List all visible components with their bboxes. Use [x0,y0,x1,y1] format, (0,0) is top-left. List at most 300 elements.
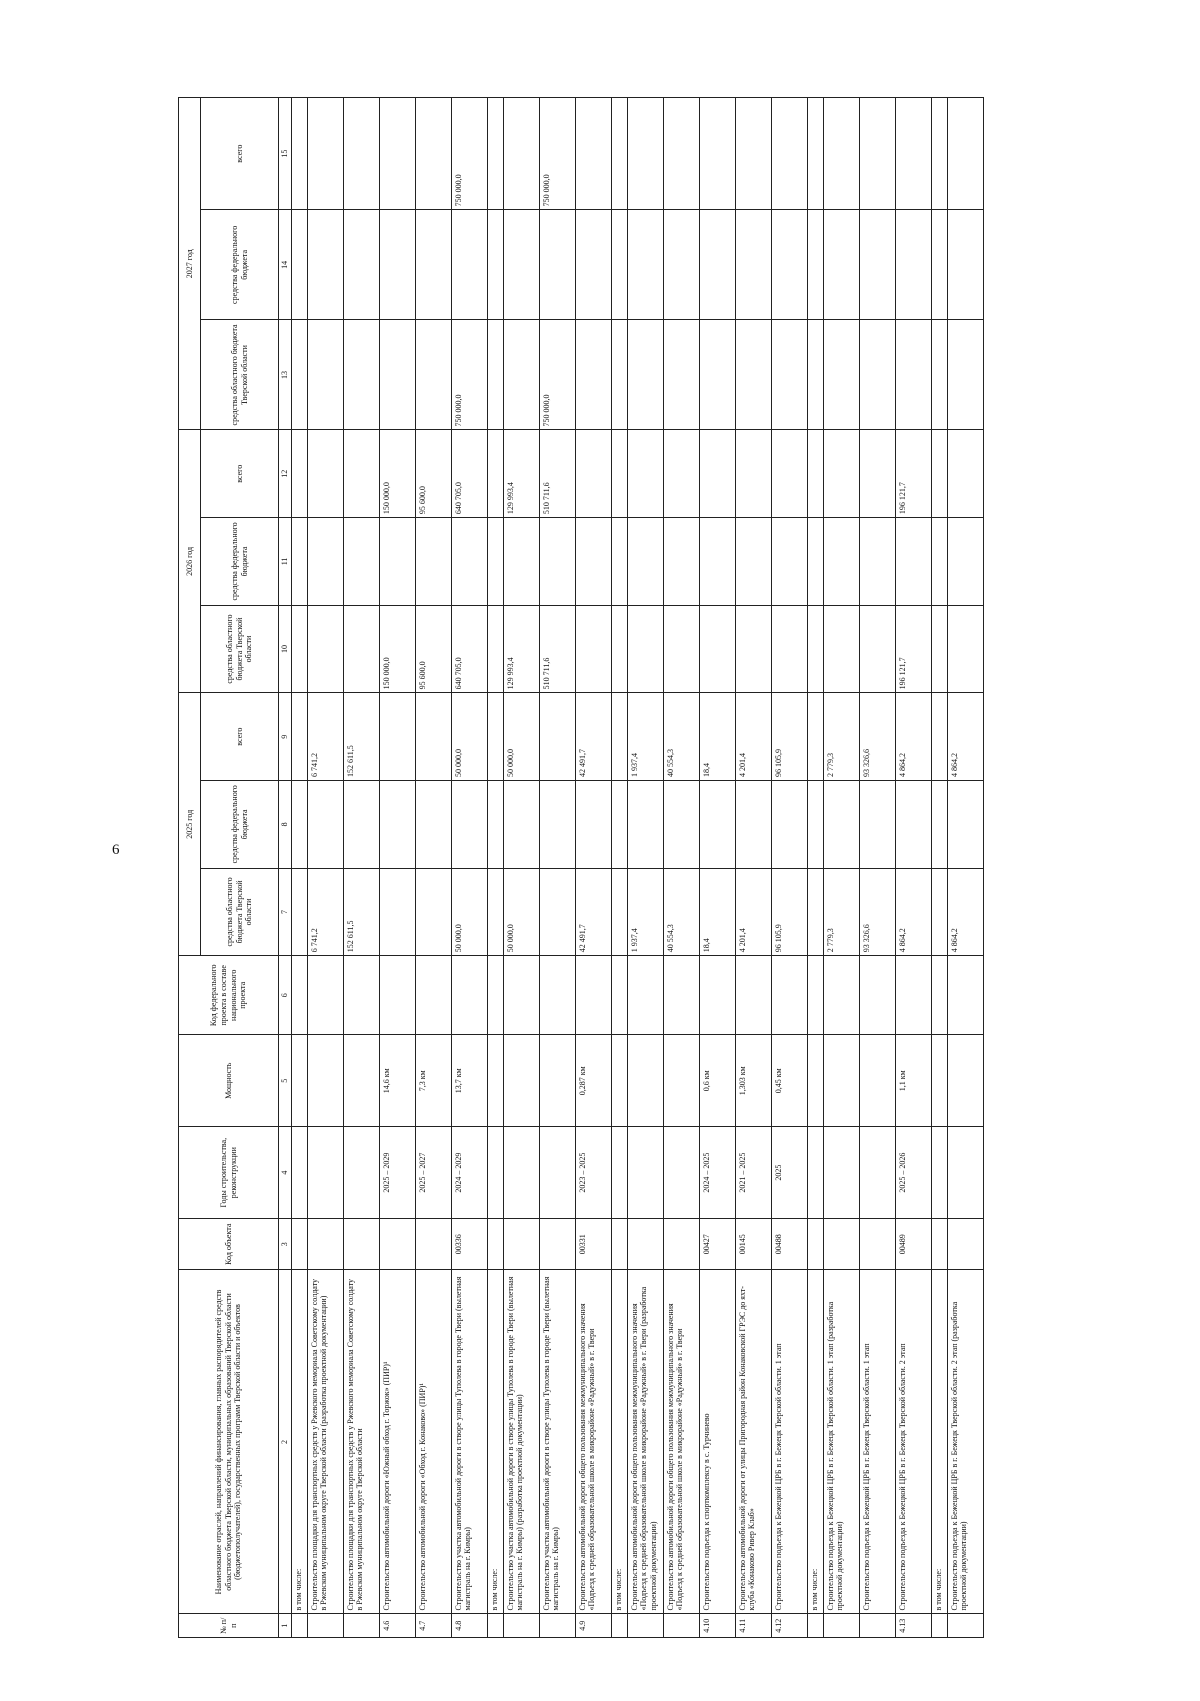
construction-years: 2024 – 2029 [451,1127,487,1219]
amount-cell [343,605,379,693]
table-row [771,98,807,1638]
amount-cell [307,605,343,693]
amount-cell [735,210,771,320]
amount-cell [771,605,807,693]
column-number: 5 [279,1035,292,1127]
federal-project-code [291,956,307,1035]
amount-cell [451,518,487,606]
row-number [291,1614,307,1638]
amount-cell [539,781,575,869]
amount-cell [307,518,343,606]
amount-cell [859,210,895,320]
amount-cell [663,781,699,869]
row-name: Строительство автомобильной дороги от улицы Пригородная район Конаковской ГРЭС до яхт-клуба «Конаково Ривер Клаб» [735,1270,771,1614]
construction-years: 2025 – 2029 [379,1127,415,1219]
amount-cell [503,210,539,320]
amount-cell [379,781,415,869]
amount-cell [895,98,931,210]
amount-cell [735,430,771,518]
amount-cell: 196 121,7 [895,430,931,518]
table-row [539,98,575,1638]
row-number: 4.7 [415,1614,451,1638]
amount-cell: 40 554,3 [663,868,699,956]
amount-cell [415,781,451,869]
amount-cell [611,781,627,869]
amount-cell [823,210,859,320]
amount-cell [735,98,771,210]
table-row [451,98,487,1638]
amount-cell [807,781,823,869]
amount-cell: 750 000,0 [451,320,487,430]
amount-cell: 152 611,5 [343,693,379,781]
amount-cell [291,210,307,320]
amount-cell [291,320,307,430]
amount-cell: 750 000,0 [539,98,575,210]
capacity [947,1035,983,1127]
amount-cell: 93 326,6 [859,693,895,781]
amount-cell [291,605,307,693]
table-row [307,98,343,1638]
capacity [931,1035,947,1127]
row-name: Строительство подъезда к Бежецкой ЦРБ в г. Бежецк Тверской области. 1 этап [859,1270,895,1614]
amount-cell [487,781,503,869]
amount-cell [663,605,699,693]
amount-cell [663,210,699,320]
amount-cell [931,430,947,518]
amount-cell: 2 779,3 [823,868,859,956]
amount-cell [343,430,379,518]
amount-cell [663,430,699,518]
amount-cell [699,518,735,606]
amount-cell [807,693,823,781]
row-name: в том числе: [611,1270,627,1614]
amount-cell [575,320,611,430]
amount-cell: 4 864,2 [947,868,983,956]
table-row [823,98,859,1638]
federal-project-code [307,956,343,1035]
amount-cell [487,868,503,956]
amount-cell [503,781,539,869]
amount-cell [575,98,611,210]
amount-cell [735,781,771,869]
amount-cell [379,518,415,606]
row-number [931,1614,947,1638]
object-code: 00488 [771,1219,807,1270]
amount-cell [291,868,307,956]
amount-cell [503,518,539,606]
construction-years [931,1127,947,1219]
amount-cell [611,693,627,781]
amount-cell: 40 554,3 [663,693,699,781]
object-code: 00427 [699,1219,735,1270]
row-name: Строительство подъезда к спорткомплексу в с. Турчинево [699,1270,735,1614]
amount-cell: 150 000,0 [379,430,415,518]
construction-years: 2023 – 2025 [575,1127,611,1219]
amount-cell: 750 000,0 [539,320,575,430]
column-number: 12 [279,430,292,518]
column-number: 7 [279,868,292,956]
amount-cell [859,430,895,518]
amount-cell [947,320,983,430]
amount-cell [807,430,823,518]
amount-cell: 42 491,7 [575,693,611,781]
amount-cell [343,320,379,430]
row-number [307,1614,343,1638]
row-number: 4.9 [575,1614,611,1638]
federal-project-code [663,956,699,1035]
amount-cell [575,210,611,320]
table-row [291,98,307,1638]
amount-cell [931,98,947,210]
construction-years [663,1127,699,1219]
row-name: Строительство автомобильной дороги «Обход г. Конаково» (ПИР)¹ [415,1270,451,1614]
row-name: Строительство подъезда к Бежецкой ЦРБ в г. Бежецк Тверской области. 1 этап (разработка проектной документации) [823,1270,859,1614]
object-code [859,1219,895,1270]
row-name: Строительство подъезда к Бежецкой ЦРБ в г. Бежецк Тверской области. 2 этап (разработка проектной документации) [947,1270,983,1614]
amount-cell [663,320,699,430]
object-code [823,1219,859,1270]
amount-cell [291,781,307,869]
object-code: 00489 [895,1219,931,1270]
object-code: 00336 [451,1219,487,1270]
capacity: 0,6 км [699,1035,735,1127]
capacity: 0,287 км [575,1035,611,1127]
column-number: 6 [279,956,292,1035]
amount-cell: 129 993,4 [503,430,539,518]
amount-cell [291,430,307,518]
row-name: Строительство автомобильной дороги общего пользования межмуниципального значения «Подъезд к средней образовательной школе в микрорайоне «Радужный» в г. Твери [663,1270,699,1614]
amount-cell [931,605,947,693]
object-code [539,1219,575,1270]
amount-cell [539,693,575,781]
amount-cell [931,210,947,320]
object-code [503,1219,539,1270]
construction-years [807,1127,823,1219]
amount-cell [451,781,487,869]
amount-cell: 6 741,2 [307,868,343,956]
amount-cell [343,781,379,869]
amount-cell [823,320,859,430]
amount-cell [931,518,947,606]
capacity [307,1035,343,1127]
amount-cell [415,868,451,956]
amount-cell [735,518,771,606]
amount-cell: 50 000,0 [503,868,539,956]
row-name: в том числе: [487,1270,503,1614]
federal-project-code [379,956,415,1035]
column-number: 10 [279,605,292,693]
construction-years: 2025 [771,1127,807,1219]
capacity: 13,7 км [451,1035,487,1127]
header-2026: 2026 год [179,430,201,693]
row-name: Строительство подъезда к Бежецкой ЦРБ в г. Бежецк Тверской области. 2 этап [895,1270,931,1614]
amount-cell: 4 201,4 [735,868,771,956]
amount-cell: 152 611,5 [343,868,379,956]
row-name: Строительство автомобильной дороги общего пользования межмуниципального значения «Подъезд к средней образовательной школе в микрорайоне «Радужный» в г. Твери [575,1270,611,1614]
amount-cell [487,210,503,320]
federal-project-code [451,956,487,1035]
amount-cell [931,868,947,956]
amount-cell [823,605,859,693]
amount-cell [451,210,487,320]
amount-cell: 4 864,2 [895,693,931,781]
table-row [487,98,503,1638]
amount-cell [379,210,415,320]
construction-years [503,1127,539,1219]
row-name: Строительство площадки для транспортных средств у Ржевского мемориала Советскому солдату в Ржевском муниципальном округе Тверской области (разработка проектной документации) [307,1270,343,1614]
table-row [735,98,771,1638]
federal-project-code [823,956,859,1035]
amount-cell: 129 993,4 [503,605,539,693]
column-number: 13 [279,320,292,430]
amount-cell [627,98,663,210]
amount-cell: 42 491,7 [575,868,611,956]
amount-cell [627,430,663,518]
object-code: 00145 [735,1219,771,1270]
header-federal: средства федерального бюджета [201,210,279,320]
amount-cell [699,320,735,430]
table-row [699,98,735,1638]
federal-project-code [807,956,823,1035]
amount-cell: 50 000,0 [503,693,539,781]
amount-cell: 96 105,9 [771,693,807,781]
object-code [487,1219,503,1270]
amount-cell [859,781,895,869]
row-number [627,1614,663,1638]
row-number [503,1614,539,1638]
capacity [539,1035,575,1127]
object-code [611,1219,627,1270]
amount-cell: 96 105,9 [771,868,807,956]
federal-project-code [503,956,539,1035]
amount-cell [807,98,823,210]
amount-cell [415,693,451,781]
amount-cell [807,605,823,693]
federal-project-code [771,956,807,1035]
amount-cell [947,98,983,210]
header-name: Наименование отраслей, направлений финансирования, главных распорядителей средств областного бюджета Тверской области, муниципальных образований Тверской области (бюджетополучателей), государственных программ Тверской области и объектов [179,1270,279,1614]
amount-cell [487,430,503,518]
amount-cell [823,781,859,869]
header-2025: 2025 год [179,693,201,956]
amount-cell [343,210,379,320]
header-code: Код объекта [179,1219,279,1270]
amount-cell [575,605,611,693]
header-regional: средства областного бюджета Тверской области [201,868,279,956]
amount-cell: 750 000,0 [451,98,487,210]
table-row [503,98,539,1638]
table-row [575,98,611,1638]
amount-cell [663,98,699,210]
amount-cell [895,518,931,606]
amount-cell [379,693,415,781]
header-total: всего [201,693,279,781]
header-fed-code: Код федерального проекта в составе национального проекта [179,956,279,1035]
amount-cell [895,320,931,430]
amount-cell [487,605,503,693]
construction-years [859,1127,895,1219]
federal-project-code [575,956,611,1035]
capacity: 14,6 км [379,1035,415,1127]
amount-cell [307,781,343,869]
header-num: № п/п [179,1614,279,1638]
amount-cell [611,605,627,693]
object-code [291,1219,307,1270]
object-code [627,1219,663,1270]
object-code: 00331 [575,1219,611,1270]
amount-cell [611,98,627,210]
amount-cell [947,605,983,693]
amount-cell: 510 711,6 [539,430,575,518]
construction-years [487,1127,503,1219]
amount-cell [807,868,823,956]
capacity [487,1035,503,1127]
amount-cell [291,518,307,606]
column-numbers-row [279,98,292,1638]
row-name: Строительство участка автомобильной дороги в створе улицы Туполева в городе Твери (вылетная магистраль на г. Кимры) (разработка проектной документации) [503,1270,539,1614]
amount-cell [307,210,343,320]
amount-cell [307,98,343,210]
capacity: 1,303 км [735,1035,771,1127]
table-body [291,98,983,1638]
amount-cell [823,98,859,210]
row-number [539,1614,575,1638]
header-federal: средства федерального бюджета [201,518,279,606]
row-number [663,1614,699,1638]
amount-cell [823,430,859,518]
row-number [859,1614,895,1638]
amount-cell: 196 121,7 [895,605,931,693]
construction-years [611,1127,627,1219]
amount-cell [611,518,627,606]
amount-cell [307,320,343,430]
amount-cell [611,320,627,430]
amount-cell [575,430,611,518]
amount-cell [859,98,895,210]
amount-cell [291,98,307,210]
column-number: 11 [279,518,292,606]
amount-cell: 93 326,6 [859,868,895,956]
federal-project-code [487,956,503,1035]
construction-years [307,1127,343,1219]
federal-project-code [699,956,735,1035]
row-name: Строительство участка автомобильной дороги в створе улицы Туполева в городе Твери (вылетная магистраль на г. Кимры) [539,1270,575,1614]
row-name: в том числе: [291,1270,307,1614]
construction-years [627,1127,663,1219]
row-number: 4.13 [895,1614,931,1638]
table-row [663,98,699,1638]
amount-cell [699,605,735,693]
federal-project-code [859,956,895,1035]
row-number: 4.11 [735,1614,771,1638]
table-row [343,98,379,1638]
table-row [859,98,895,1638]
table-row [627,98,663,1638]
amount-cell [771,430,807,518]
amount-cell [807,320,823,430]
federal-project-code [947,956,983,1035]
federal-project-code [343,956,379,1035]
object-code [343,1219,379,1270]
amount-cell [343,518,379,606]
federal-project-code [539,956,575,1035]
object-code [663,1219,699,1270]
amount-cell [931,693,947,781]
header-federal: средства федерального бюджета [201,781,279,869]
capacity [503,1035,539,1127]
object-code [415,1219,451,1270]
table-row [415,98,451,1638]
table-row [379,98,415,1638]
amount-cell [503,320,539,430]
column-number: 9 [279,693,292,781]
amount-cell: 150 000,0 [379,605,415,693]
header-regional: средства областного бюджета Тверской области [201,320,279,430]
amount-cell [539,518,575,606]
amount-cell [947,781,983,869]
row-number: 4.8 [451,1614,487,1638]
header-2027: 2027 год [179,98,201,430]
amount-cell [415,518,451,606]
capacity: 7,3 км [415,1035,451,1127]
amount-cell [859,518,895,606]
row-number [343,1614,379,1638]
amount-cell [663,518,699,606]
row-number [947,1614,983,1638]
amount-cell [947,518,983,606]
amount-cell [575,781,611,869]
amount-cell [807,210,823,320]
amount-cell: 2 779,3 [823,693,859,781]
construction-years [539,1127,575,1219]
amount-cell [379,868,415,956]
column-number: 14 [279,210,292,320]
amount-cell [895,210,931,320]
amount-cell [487,320,503,430]
object-code [807,1219,823,1270]
header-total: всего [201,430,279,518]
row-name: Строительство подъезда к Бежецкой ЦРБ в г. Бежецк Тверской области. 1 этап [771,1270,807,1614]
amount-cell [931,781,947,869]
row-number [823,1614,859,1638]
amount-cell [823,518,859,606]
table-row [947,98,983,1638]
amount-cell [771,320,807,430]
table-row [807,98,823,1638]
amount-cell [487,98,503,210]
amount-cell: 95 600,0 [415,430,451,518]
amount-cell [575,518,611,606]
amount-cell [379,98,415,210]
amount-cell [931,320,947,430]
amount-cell: 1 937,4 [627,693,663,781]
row-name: Строительство площадки для транспортных средств у Ржевского мемориала Советскому солдату в Ржевском муниципальном округе Тверской области [343,1270,379,1614]
amount-cell [735,320,771,430]
construction-years: 2025 – 2027 [415,1127,451,1219]
amount-cell [611,868,627,956]
capacity [663,1035,699,1127]
budget-table-sheet [178,97,1071,1638]
amount-cell [699,781,735,869]
object-code [931,1219,947,1270]
capacity: 0,45 км [771,1035,807,1127]
capacity [823,1035,859,1127]
capacity [343,1035,379,1127]
amount-cell [735,605,771,693]
federal-project-code [735,956,771,1035]
amount-cell [415,320,451,430]
federal-project-code [415,956,451,1035]
